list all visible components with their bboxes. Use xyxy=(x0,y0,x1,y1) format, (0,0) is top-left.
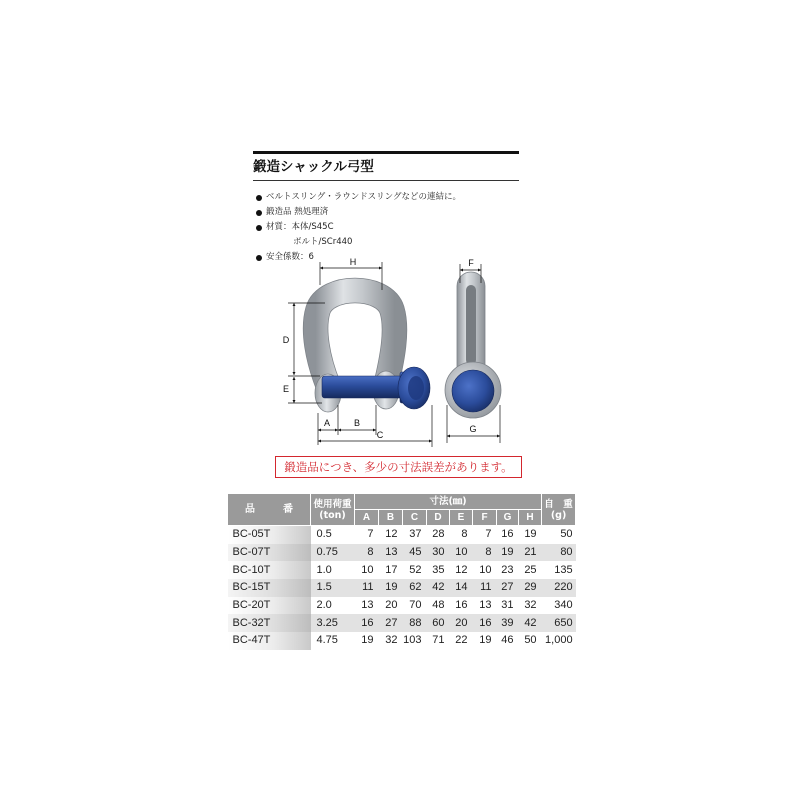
dimension-e-cell: 22 xyxy=(455,634,468,647)
weight-cell: 220 xyxy=(542,579,576,597)
dimension-c xyxy=(318,405,432,447)
tolerance-note: 鍛造品につき、多少の寸法誤差があります。 xyxy=(275,456,522,478)
header-dim-f: F xyxy=(473,510,497,526)
dimension-c-cell: 45 xyxy=(403,544,427,562)
header-part-number: 品 番 xyxy=(228,494,311,526)
dimension-b-cell: 17 xyxy=(385,563,398,576)
part-number-cell: BC-32T xyxy=(228,614,311,632)
working-load-cell: 0.5 xyxy=(316,528,332,541)
dimension-c-cell: 70 xyxy=(409,599,422,612)
dimension-e-cell: 12 xyxy=(455,563,468,576)
table-body xyxy=(228,526,576,650)
feature-item xyxy=(256,205,461,220)
title-bottom-rule xyxy=(253,180,519,181)
dimension-c-cell: 62 xyxy=(403,579,427,597)
header-working-load-unit: (ton) xyxy=(319,509,346,521)
dimension-label-f: F xyxy=(468,258,474,268)
dimension-d-cell: 30 xyxy=(427,544,450,562)
dimension-e-cell: 14 xyxy=(450,579,473,597)
side-pin-head xyxy=(452,370,494,412)
dimension-f-cell: 7 xyxy=(485,528,492,541)
weight-cell: 50 xyxy=(560,528,573,541)
dimension-label-c: C xyxy=(376,430,384,440)
bullet-icon xyxy=(256,210,262,216)
dimension-b-cell: 13 xyxy=(379,544,403,562)
table-row xyxy=(228,544,576,562)
feature-item xyxy=(256,190,461,205)
header-weight-label: 自 重 xyxy=(544,498,573,510)
working-load-cell: 3.25 xyxy=(311,614,355,632)
working-load-cell: 4.75 xyxy=(316,634,338,647)
feature-text: 材質：本体/S45C xyxy=(266,222,334,232)
header-dim-c: C xyxy=(403,510,427,526)
header-working-load-label: 使用荷重 xyxy=(313,498,352,510)
dimension-f-cell: 8 xyxy=(473,544,497,562)
dimension-g-cell: 23 xyxy=(501,563,514,576)
header-dim-d: D xyxy=(427,510,450,526)
dimension-d-cell: 48 xyxy=(432,599,445,612)
dimension-c-cell: 52 xyxy=(409,563,422,576)
header-dim-h: H xyxy=(519,510,542,526)
table-row xyxy=(228,597,576,615)
dimension-g-cell: 19 xyxy=(497,544,519,562)
table-row xyxy=(228,614,576,632)
dimension-label-g: G xyxy=(469,424,477,434)
dimension-a-cell: 16 xyxy=(355,614,379,632)
part-number-cell: BC-10T xyxy=(228,561,311,579)
header-dim-a: A xyxy=(355,510,379,526)
part-number-cell: BC-20T xyxy=(228,597,311,615)
shackle-front-view xyxy=(315,291,430,413)
title-top-rule xyxy=(253,151,519,154)
bullet-icon xyxy=(256,195,262,201)
feature-text: 鍛造品 熱処理済 xyxy=(266,207,329,217)
header-dim-e: E xyxy=(450,510,473,526)
dimension-d-cell: 71 xyxy=(432,634,445,647)
dimension-c-cell: 88 xyxy=(403,614,427,632)
header-weight xyxy=(542,494,576,526)
part-number-cell: BC-15T xyxy=(228,579,311,597)
dimension-b-cell: 20 xyxy=(385,599,398,612)
dimension-h-cell: 25 xyxy=(524,563,537,576)
dimension-d-cell: 60 xyxy=(427,614,450,632)
dimension-f-cell: 10 xyxy=(479,563,492,576)
dimension-e-cell: 20 xyxy=(450,614,473,632)
dimension-a-cell: 10 xyxy=(361,563,374,576)
table-header xyxy=(228,494,576,526)
dimension-f-cell: 19 xyxy=(479,634,492,647)
dimension-h-cell: 50 xyxy=(524,634,537,647)
weight-cell: 340 xyxy=(554,599,573,612)
header-dimensions: 寸法(㎜) xyxy=(355,494,542,510)
dimension-b-cell: 19 xyxy=(379,579,403,597)
dimension-f-cell: 13 xyxy=(479,599,492,612)
dimension-h-cell: 21 xyxy=(519,544,542,562)
header-weight-unit: (g) xyxy=(550,509,567,521)
table-header-row xyxy=(228,494,576,510)
feature-subtext: ボルト/SCr440 xyxy=(293,237,353,247)
dimension-d-cell: 28 xyxy=(432,528,445,541)
dimension-g-cell: 31 xyxy=(501,599,514,612)
dimension-g-cell: 46 xyxy=(501,634,514,647)
working-load-cell: 1.5 xyxy=(311,579,355,597)
dimension-d-cell: 42 xyxy=(427,579,450,597)
dimension-f-cell: 16 xyxy=(473,614,497,632)
dimension-g-cell: 27 xyxy=(497,579,519,597)
part-number-cell: BC-47T xyxy=(228,632,311,650)
spec-table xyxy=(227,493,576,650)
dimension-label-a: A xyxy=(323,418,331,428)
dimension-label-d: D xyxy=(282,335,290,345)
dimension-e-cell: 10 xyxy=(450,544,473,562)
dimension-a-cell: 7 xyxy=(367,528,374,541)
shackle-side-view xyxy=(445,272,501,418)
working-load-cell: 2.0 xyxy=(316,599,332,612)
bullet-icon xyxy=(256,225,262,231)
dimension-g-cell: 39 xyxy=(497,614,519,632)
shackle-pin xyxy=(322,376,408,398)
table-row xyxy=(228,579,576,597)
page-title: 鍛造シャックル弓型 xyxy=(253,159,374,175)
feature-subitem xyxy=(256,235,461,250)
part-number-cell: BC-07T xyxy=(228,544,311,562)
dimension-b-cell: 12 xyxy=(385,528,398,541)
header-dim-g: G xyxy=(497,510,519,526)
dimension-a-cell: 8 xyxy=(355,544,379,562)
weight-cell: 1,000 xyxy=(545,634,573,647)
dimension-b-cell: 27 xyxy=(379,614,403,632)
dimension-e-cell: 16 xyxy=(455,599,468,612)
dimension-h-cell: 29 xyxy=(519,579,542,597)
dimension-h-cell: 32 xyxy=(524,599,537,612)
dimension-label-e: E xyxy=(282,384,290,394)
bullet-icon xyxy=(256,255,262,261)
feature-text: 安全係数：6 xyxy=(266,252,314,262)
dimension-a-cell: 13 xyxy=(361,599,374,612)
dimension-f-cell: 11 xyxy=(473,579,497,597)
table-row xyxy=(228,561,576,579)
weight-cell: 80 xyxy=(542,544,576,562)
dimension-d-cell: 35 xyxy=(432,563,445,576)
weight-cell: 135 xyxy=(554,563,573,576)
header-dim-b: B xyxy=(379,510,403,526)
feature-text: ベルトスリング・ラウンドスリングなどの連結に。 xyxy=(266,192,461,202)
weight-cell: 650 xyxy=(542,614,576,632)
shackle-bow xyxy=(316,291,395,386)
dimension-e-cell: 8 xyxy=(461,528,468,541)
working-load-cell: 1.0 xyxy=(316,563,332,576)
feature-item xyxy=(256,220,461,235)
shackle-diagram xyxy=(270,255,510,455)
dimension-a-cell: 19 xyxy=(361,634,374,647)
dimension-b-cell: 32 xyxy=(385,634,398,647)
dimension-h-cell: 42 xyxy=(519,614,542,632)
header-working-load xyxy=(311,494,355,526)
table-row xyxy=(228,632,576,650)
dimension-a-cell: 11 xyxy=(355,579,379,597)
dimension-h-cell: 19 xyxy=(524,528,537,541)
shackle-pin-head-center xyxy=(408,376,424,400)
dimension-c-cell: 103 xyxy=(403,634,422,647)
part-number-cell: BC-05T xyxy=(228,526,311,544)
dimension-g-cell: 16 xyxy=(501,528,514,541)
side-bow-slot xyxy=(466,285,476,365)
dimension-label-h: H xyxy=(349,257,357,267)
working-load-cell: 0.75 xyxy=(311,544,355,562)
feature-list xyxy=(256,190,461,265)
dimension-label-b: B xyxy=(353,418,361,428)
table-row xyxy=(228,526,576,544)
dimension-c-cell: 37 xyxy=(409,528,422,541)
